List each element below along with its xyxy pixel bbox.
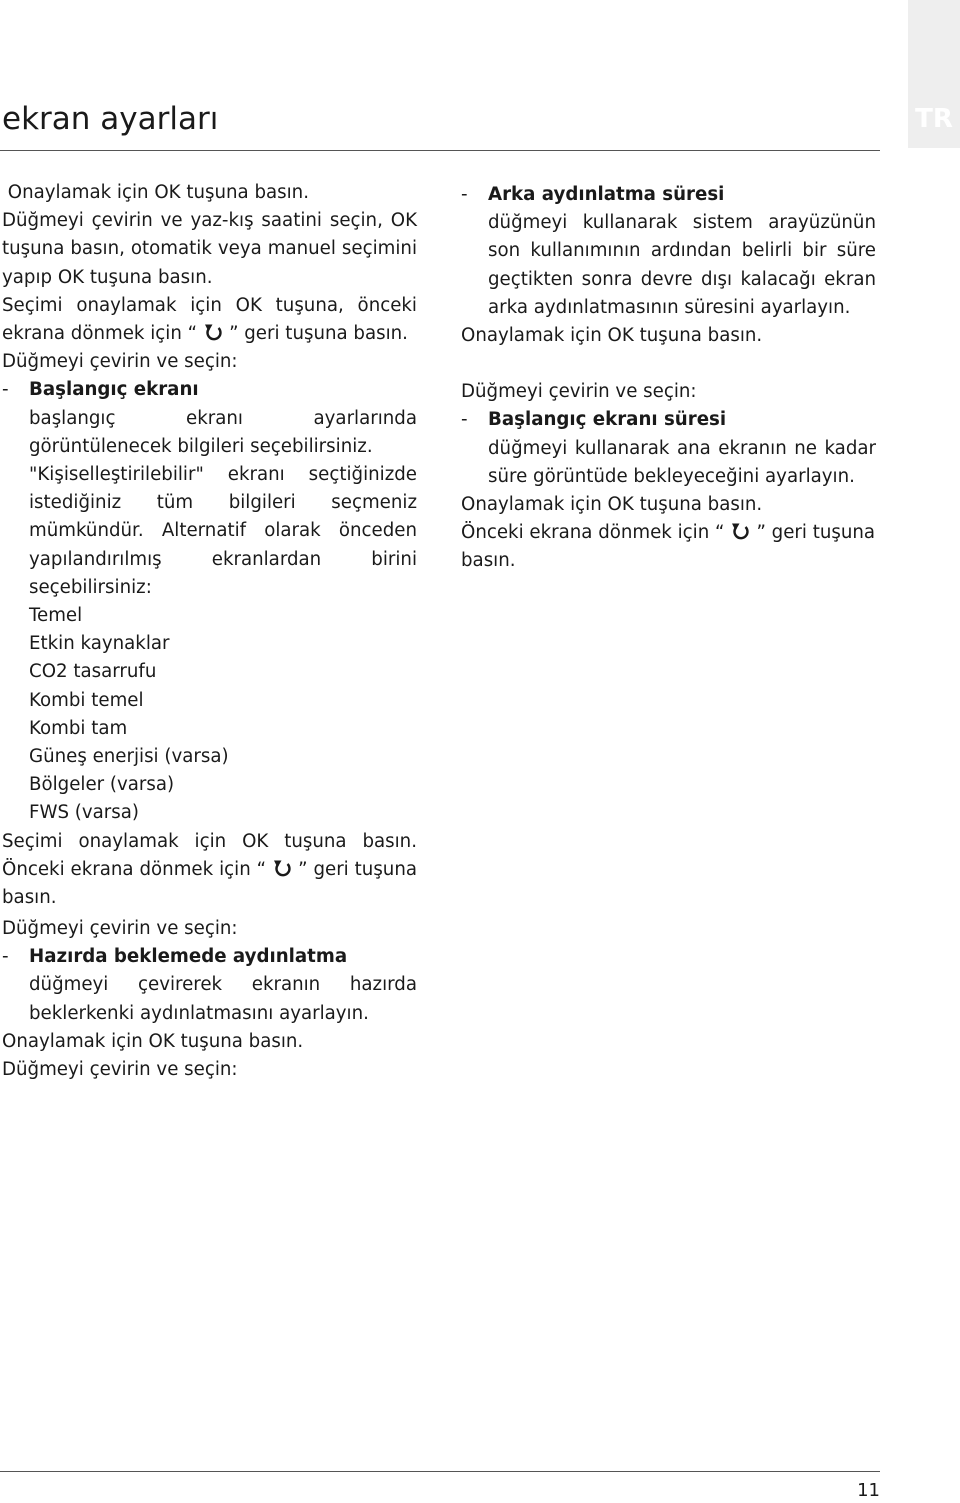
confirm-back-paragraph: Seçimi onaylamak için OK tuşuna, önceki ekrana dönmek için “ ” geri tuşuna basın. [2, 294, 417, 345]
confirm-text: Onaylamak için OK tuşuna basın. [461, 325, 763, 347]
right-column [461, 181, 876, 576]
option-item: Temel [29, 605, 83, 627]
option-item: CO2 tasarrufu [29, 661, 157, 683]
start-time-item [461, 406, 876, 434]
start-time-title: Başlangıç ekranı süresi [488, 409, 727, 431]
standby-item [2, 943, 417, 971]
spacer [461, 350, 876, 378]
turn-select-text: Düğmeyi çevirin ve seçin: [2, 351, 238, 373]
dash: - [2, 946, 9, 968]
left-column-lower [2, 915, 417, 1084]
option-item: FWS (varsa) [29, 802, 139, 824]
standby-title: Hazırda beklemede aydınlatma [29, 946, 348, 968]
title-divider [0, 150, 880, 151]
language-label: TR [915, 104, 953, 134]
footer-divider [0, 1471, 880, 1472]
option-item: Güneş enerjisi (varsa) [29, 746, 229, 768]
back-arrow-icon [730, 521, 750, 541]
turn-select-text: Düğmeyi çevirin ve seçin: [461, 381, 697, 403]
option-item: Kombi temel [29, 689, 144, 711]
standby-desc: düğmeyi çevirerek ekranın hazırda beklerkenki aydınlatmasını ayarlayın. [29, 974, 417, 1024]
option-item: Etkin kaynaklar [29, 633, 170, 655]
start-time-desc: düğmeyi kullanarak ana ekranın ne kadar süre görüntüde bekleyeceğini ayarlayın. [488, 437, 876, 487]
confirm-back-paragraph-2: Seçimi onaylamak için OK tuşuna basın. Önceki ekrana dönmek için “ ” geri tuşuna basın. [2, 830, 417, 909]
confirm-text: Onaylamak için OK tuşuna basın. [2, 182, 309, 203]
page-title: ekran ayarları [2, 101, 219, 137]
dash: - [461, 409, 468, 431]
start-screen-custom-desc: "Kişiselleştirilebilir" ekranı seçtiğinizde istediğiniz tüm bilgileri seçmeniz mümkündür. Alternatif olarak önceden yapılandırılmış ekranlardan birini seçebilirsiniz: [29, 464, 417, 598]
start-screen-item [2, 376, 417, 404]
start-screen-desc: başlangıç ekranı ayarlarında görüntülenecek bilgileri seçebilirsiniz. [29, 407, 417, 457]
confirm-text: Onaylamak için OK tuşuna basın. [2, 1030, 304, 1052]
back-arrow-icon [272, 858, 292, 878]
turn-select-text: Düğmeyi çevirin ve seçin: [2, 918, 238, 939]
start-screen-title: Başlangıç ekranı [29, 379, 199, 401]
backlight-title: Arka aydınlatma süresi [488, 184, 725, 205]
backlight-item [461, 181, 876, 209]
back-paragraph: Önceki ekrana dönmek için “ ” geri tuşuna basın. [461, 522, 876, 572]
start-screen-body [2, 405, 417, 828]
option-item: Kombi tam [29, 717, 128, 739]
left-column [2, 179, 417, 912]
back-arrow-icon [203, 322, 223, 342]
dst-instructions: Düğmeyi çevirin ve yaz-kış saatini seçin, OK tuşuna basın, otomatik veya manuel seçimini yapıp OK tuşuna basın. [2, 210, 417, 288]
page-number: 11 [857, 1480, 880, 1501]
dash: - [461, 184, 468, 205]
dash: - [2, 379, 9, 401]
confirm-text: Onaylamak için OK tuşuna basın. [461, 494, 763, 516]
option-item: Bölgeler (varsa) [29, 774, 175, 796]
turn-select-text: Düğmeyi çevirin ve seçin: [2, 1059, 238, 1081]
backlight-desc: düğmeyi kullanarak sistem arayüzünün son kullanımının ardından belirli bir süre geçtikten sonra devre dışı kalacağı ekran arka aydınlatmasının süresini ayarlayın. [488, 212, 876, 318]
